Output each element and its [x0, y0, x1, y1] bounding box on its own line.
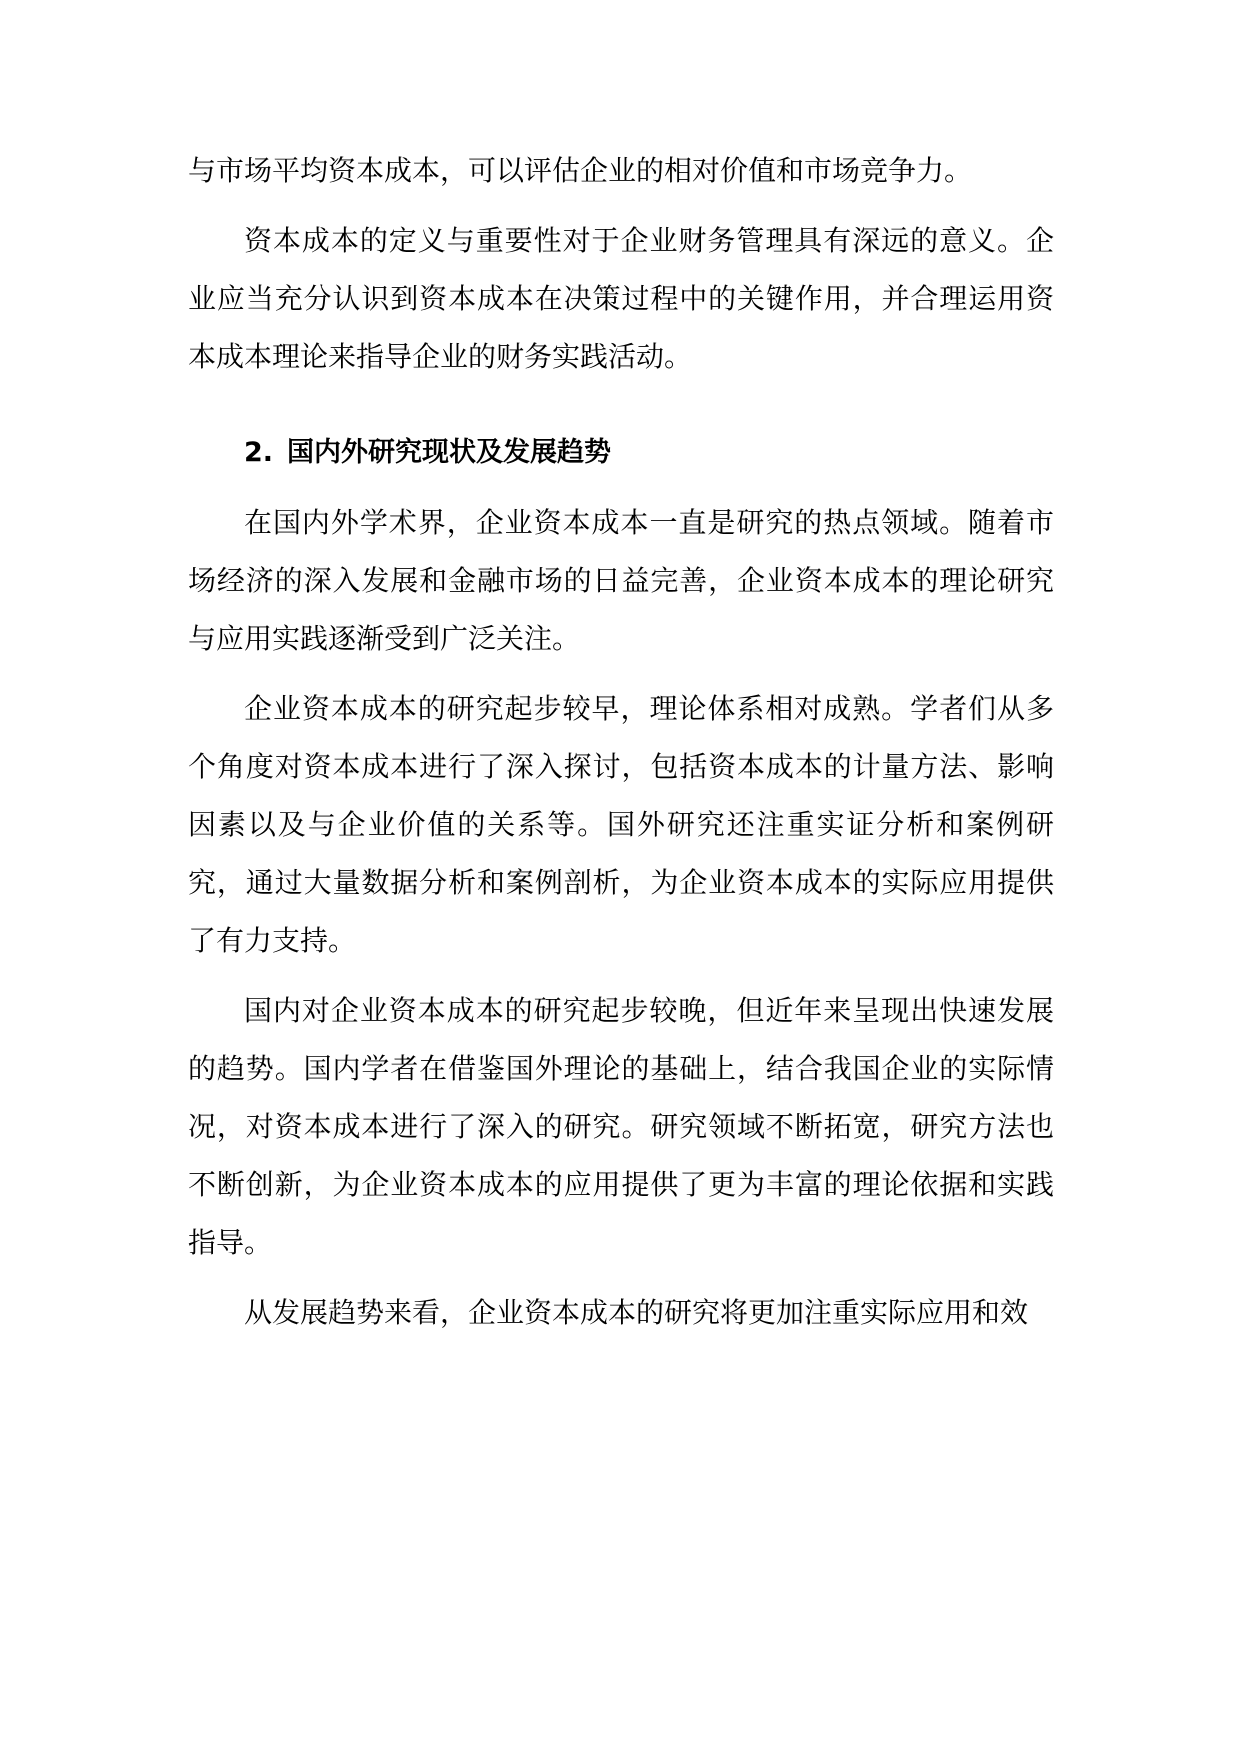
paragraph: 从发展趋势来看，企业资本成本的研究将更加注重实际应用和效 [244, 1296, 1029, 1329]
section-heading [188, 424, 1054, 482]
section-number: 2. [244, 437, 274, 468]
document-body [188, 142, 1054, 1354]
paragraph: 企业资本成本的研究起步较早，理论体系相对成熟。学者们从多个角度对资本成本进行了深入探讨，包括资本成本的计量方法、影响因素以及与企业价值的关系等。国外研究还注重实证分析和案例研究，通过大量数据分析和案例剖析，为企业资本成本的实际应用提供了有力支持。 [188, 692, 1054, 957]
paragraph-continued: 与市场平均资本成本，可以评估企业的相对价值和市场竞争力。 [188, 154, 973, 187]
paragraph: 在国内外学术界，企业资本成本一直是研究的热点领域。随着市场经济的深入发展和金融市场的日益完善，企业资本成本的理论研究与应用实践逐渐受到广泛关注。 [188, 506, 1054, 655]
section-title: 国内外研究现状及发展趋势 [287, 437, 612, 468]
paragraph: 资本成本的定义与重要性对于企业财务管理具有深远的意义。企业应当充分认识到资本成本在决策过程中的关键作用，并合理运用资本成本理论来指导企业的财务实践活动。 [188, 224, 1054, 373]
paragraph: 国内对企业资本成本的研究起步较晚，但近年来呈现出快速发展的趋势。国内学者在借鉴国外理论的基础上，结合我国企业的实际情况，对资本成本进行了深入的研究。研究领域不断拓宽，研究方法也不断创新，为企业资本成本的应用提供了更为丰富的理论依据和实践指导。 [188, 994, 1054, 1259]
